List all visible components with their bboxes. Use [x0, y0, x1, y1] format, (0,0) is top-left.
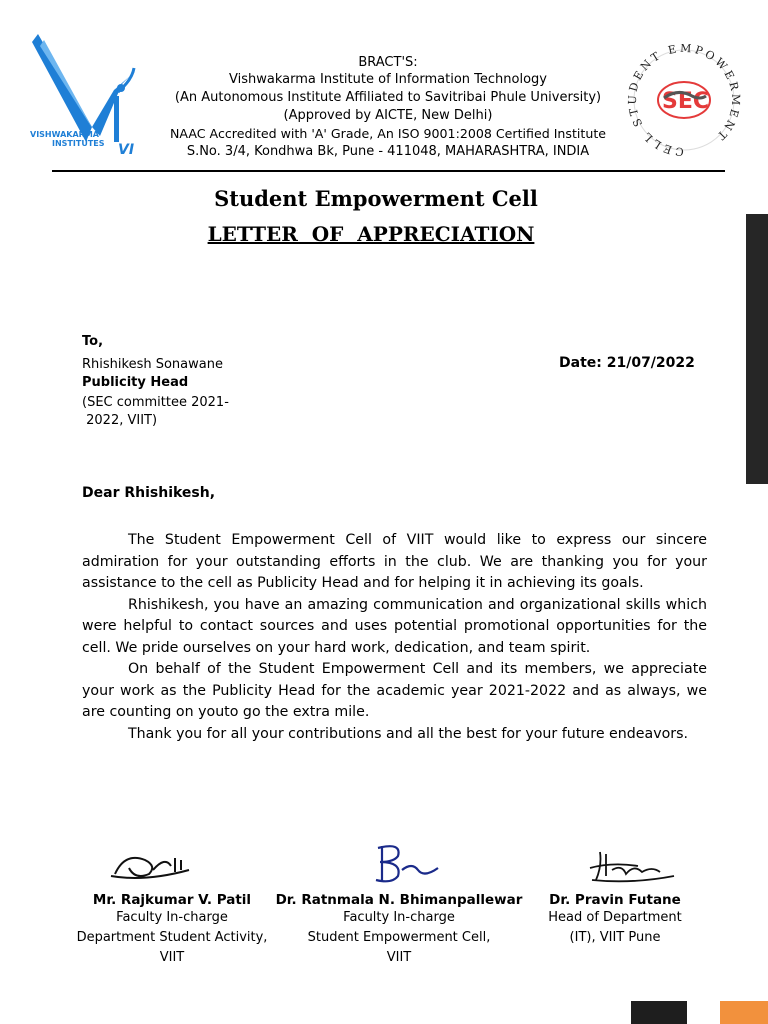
paragraph-1: The Student Empowerment Cell of VIIT would like to express our sincere admiration for your outstanding efforts in the club. We are thanking you for your assistance to the cell as Publicity Head and for helping it in achieving its goals.	[82, 532, 707, 591]
signatory-1-line2: Department Student Activity,	[76, 930, 268, 945]
footer-dark-block	[631, 1001, 687, 1024]
signatory-2	[268, 892, 530, 968]
viit-logo-text-1: VISHWAKARMA	[30, 130, 99, 139]
recipient-to: To,	[82, 334, 104, 349]
header-org: BRACT'S:	[358, 55, 418, 70]
page-title: Student Empowerment Cell	[214, 186, 538, 211]
signatory-3-line1: Head of Department	[548, 910, 682, 925]
signatory-3-line2: (IT), VIIT Pune	[569, 930, 661, 945]
viit-logo-mark: VI	[118, 142, 135, 158]
recipient-committee-1: (SEC committee 2021-	[82, 395, 229, 410]
signatory-3-name: Dr. Pravin Futane	[549, 892, 681, 908]
signatory-2-name: Dr. Ratnmala N. Bhimanpallewar	[275, 892, 523, 908]
signatory-1	[62, 892, 282, 968]
signatory-1-name: Mr. Rajkumar V. Patil	[92, 892, 252, 908]
sec-logo	[618, 44, 750, 162]
header-approval: (Approved by AICTE, New Delhi)	[283, 108, 493, 123]
sec-logo-mark: SEC	[662, 89, 710, 114]
signature-patil	[105, 846, 195, 886]
header-divider	[52, 170, 725, 172]
viit-logo-text-2: INSTITUTES	[52, 139, 105, 148]
recipient-name: Rhishikesh Sonawane	[82, 357, 223, 372]
paragraph-4: Thank you for all your contributions and all the best for your future endeavors.	[128, 725, 689, 742]
signature-futane	[582, 846, 682, 886]
signature-bhimanpallewar	[368, 840, 448, 890]
signatory-3	[532, 892, 698, 948]
header-accreditation: NAAC Accredited with 'A' Grade, An ISO 9001:2008 Certified Institute	[169, 126, 606, 141]
header-affiliation: (An Autonomous Institute Affiliated to Savitribai Phule University)	[174, 90, 602, 105]
letter-body	[82, 530, 707, 745]
header-institute: Vishwakarma Institute of Information Technology	[229, 72, 547, 87]
recipient-role: Publicity Head	[82, 375, 189, 390]
signatory-2-line2: Student Empowerment Cell,	[307, 930, 491, 945]
signatory-1-line1: Faculty In-charge	[116, 910, 228, 925]
signatory-2-line3: VIIT	[386, 950, 412, 965]
footer-orange-block	[720, 1001, 768, 1024]
sec-ring-text: CELL STUDENT EMPOWERMENT	[625, 44, 743, 159]
letter-date: Date: 21/07/2022	[559, 355, 695, 371]
page-subtitle: LETTER OF APPRECIATION	[207, 222, 535, 246]
signatory-1-line3: VIIT	[159, 950, 185, 965]
signatory-2-line1: Faculty In-charge	[343, 910, 455, 925]
recipient-committee-2: 2022, VIIT)	[82, 413, 158, 428]
paragraph-3: On behalf of the Student Empowerment Cell and its members, we appreciate your work as the Publicity Head for the academic year 2021-2022 and as always, we are counting on youto go the extra mile.	[82, 661, 707, 720]
paragraph-2: Rhishikesh, you have an amazing communication and organizational skills which were helpful to contact sources and uses potential promotional opportunities for the cell. We pride ourselves on your hard work, dedication, and team spirit.	[82, 596, 707, 656]
sec-logo-graphic	[618, 44, 750, 162]
salutation: Dear Rhishikesh,	[82, 485, 216, 501]
side-bar	[746, 214, 768, 484]
header-address: S.No. 3/4, Kondhwa Bk, Pune - 411048, MAHARASHTRA, INDIA	[186, 144, 590, 159]
